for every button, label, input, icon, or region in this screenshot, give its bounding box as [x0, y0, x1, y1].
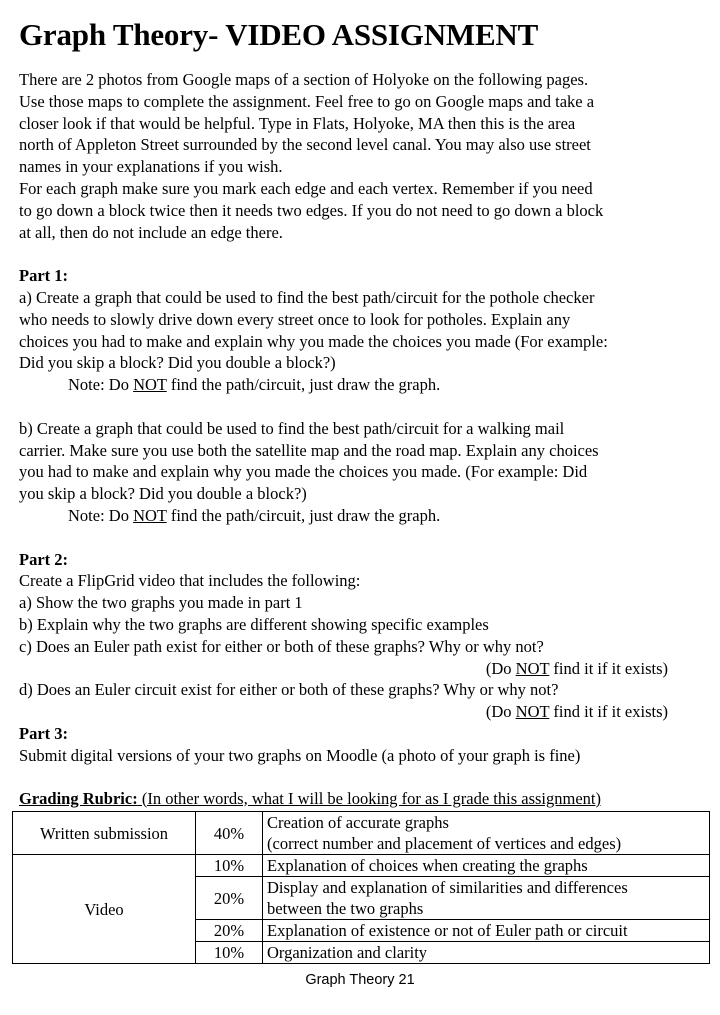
intro-line: north of Appleton Street surrounded by the second level canal. You may also use street: [19, 135, 591, 155]
part2-item-d-note: (Do NOT find it if it exists): [485, 702, 668, 722]
rubric-heading: [19, 788, 709, 810]
not-emphasis: NOT: [133, 505, 167, 525]
not-emphasis: NOT: [133, 375, 167, 395]
part1-heading: Part 1:: [19, 266, 69, 286]
part1-a-line: who needs to slowly drive down every street once to look for potholes. Explain any: [19, 309, 571, 329]
part2-heading: Part 2:: [19, 549, 69, 569]
intro-line: There are 2 photos from Google maps of a section of Holyoke on the following pages.: [19, 70, 589, 89]
part1-section: [19, 265, 709, 527]
rubric-category: Written submission: [13, 812, 196, 855]
part2-item-b: b) Explain why the two graphs are different showing specific examples: [19, 614, 489, 634]
part1-b-line: you skip a block? Did you double a block?): [19, 484, 307, 504]
part2-item-c: c) Does an Euler path exist for either or both of these graphs? Why or why not?: [19, 636, 544, 656]
grading-rubric-table: [12, 811, 710, 964]
rubric-category: Video: [13, 855, 196, 964]
rubric-percent: 20%: [196, 877, 263, 920]
part3-heading: Part 3:: [19, 723, 69, 743]
rubric-percent: 20%: [196, 920, 263, 942]
rubric-description: Explanation of choices when creating the graphs: [263, 855, 710, 877]
table-row: [13, 812, 710, 855]
rubric-description: Creation of accurate graphs (correct number and placement of vertices and edges): [263, 812, 710, 855]
part2-item-a: a) Show the two graphs you made in part 1: [19, 593, 303, 613]
part1-a-line: choices you had to make and explain why you made the choices you made (For example:: [19, 331, 608, 351]
rubric-subtitle: (In other words, what I will be looking for as I grade this assignment): [137, 788, 601, 808]
part1-a-note: Note: Do NOT find the path/circuit, just draw the graph.: [68, 375, 441, 395]
part1-b-line: you had to make and explain why you made the choices you made. (For example: Did: [19, 462, 588, 482]
rubric-description: Organization and clarity: [263, 942, 710, 964]
rubric-description: Explanation of existence or not of Euler path or circuit: [263, 920, 710, 942]
part1-a-line: Did you skip a block? Did you double a block?): [19, 353, 336, 373]
not-emphasis: NOT: [515, 702, 550, 722]
intro-line: names in your explanations if you wish.: [19, 157, 283, 177]
part2-intro: Create a FlipGrid video that includes the following:: [19, 571, 361, 591]
intro-line: Use those maps to complete the assignment. Feel free to go on Google maps and take a: [19, 91, 595, 111]
part1-b-line: carrier. Make sure you use both the satellite map and the road map. Explain any choices: [19, 440, 599, 460]
table-row: [13, 855, 710, 877]
part3-text: Submit digital versions of your two graphs on Moodle (a photo of your graph is fine): [19, 745, 581, 765]
rubric-label: Grading Rubric:: [19, 788, 138, 808]
part1-b-line: b) Create a graph that could be used to find the best path/circuit for a walking mail: [19, 418, 565, 438]
intro-line: to go down a block twice then it needs two edges. If you do not need to go down a block: [19, 200, 604, 220]
intro-line: at all, then do not include an edge there.: [19, 222, 283, 242]
rubric-percent: 10%: [196, 855, 263, 877]
intro-line: closer look if that would be helpful. Type in Flats, Holyoke, MA then this is the area: [19, 113, 576, 133]
not-emphasis: NOT: [515, 658, 550, 678]
page-footer: Graph Theory 21: [305, 972, 415, 988]
rubric-percent: 10%: [196, 942, 263, 964]
part1-b-note: Note: Do NOT find the path/circuit, just draw the graph.: [68, 505, 441, 525]
rubric-percent: 40%: [196, 812, 263, 855]
intro-paragraph: [19, 69, 709, 243]
page-title: Graph Theory- VIDEO ASSIGNMENT: [19, 17, 539, 52]
rubric-description: Display and explanation of similarities and differences between the two graphs: [263, 877, 710, 920]
part1-a-line: a) Create a graph that could be used to find the best path/circuit for the pothole checker: [19, 287, 595, 307]
part2-section: [19, 549, 709, 723]
intro-line: For each graph make sure you mark each edge and each vertex. Remember if you need: [19, 178, 593, 198]
document-page: [19, 16, 709, 809]
part2-item-d: d) Does an Euler circuit exist for either or both of these graphs? Why or why not?: [19, 680, 559, 700]
part2-item-c-note: (Do NOT find it if it exists): [485, 658, 668, 678]
part3-section: [19, 723, 709, 767]
